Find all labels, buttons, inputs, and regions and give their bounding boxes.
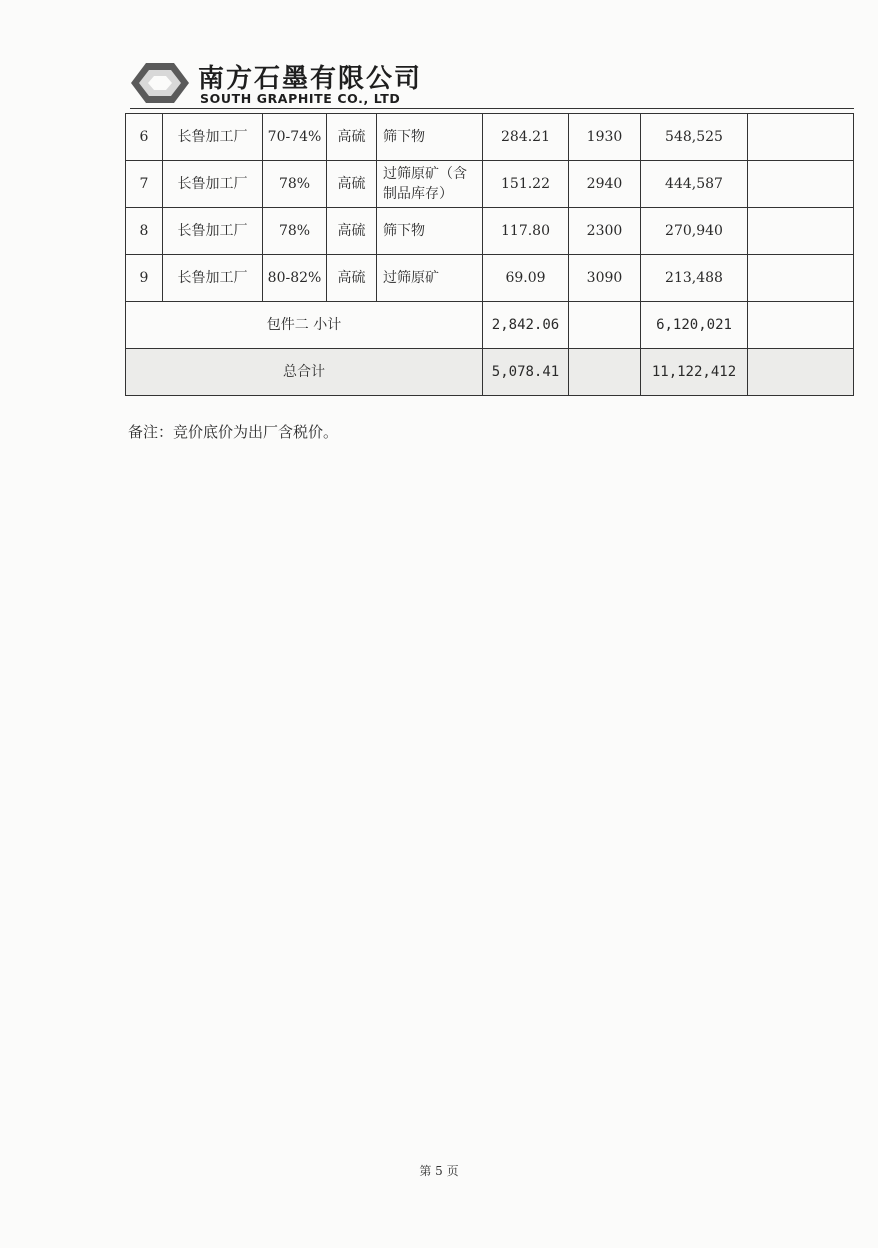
table-row (126, 161, 854, 208)
subtotal-note (748, 302, 854, 349)
row-amount: 270,940 (641, 208, 748, 255)
row-no: 6 (126, 114, 163, 161)
row-qty: 117.80 (483, 208, 569, 255)
total-price (569, 349, 641, 396)
table-row (126, 208, 854, 255)
row-price: 2940 (569, 161, 641, 208)
row-sulfur: 高硫 (327, 114, 377, 161)
row-grade: 78% (263, 208, 327, 255)
row-product: 过筛原矿（含制品库存） (377, 161, 483, 208)
row-no: 9 (126, 255, 163, 302)
row-plant: 长鲁加工厂 (163, 161, 263, 208)
row-sulfur: 高硫 (327, 161, 377, 208)
row-note (748, 255, 854, 302)
row-sulfur: 高硫 (327, 255, 377, 302)
company-logo-icon (130, 62, 190, 104)
row-no: 7 (126, 161, 163, 208)
letterhead (130, 60, 854, 110)
row-qty: 284.21 (483, 114, 569, 161)
row-amount: 548,525 (641, 114, 748, 161)
row-product: 过筛原矿 (377, 255, 483, 302)
row-note (748, 161, 854, 208)
total-amount: 11,122,412 (641, 349, 748, 396)
header-rule (130, 108, 854, 109)
row-amount: 213,488 (641, 255, 748, 302)
subtotal-price (569, 302, 641, 349)
row-amount: 444,587 (641, 161, 748, 208)
row-note (748, 114, 854, 161)
remark-note: 备注：竞价底价为出厂含税价。 (128, 423, 339, 441)
row-product: 筛下物 (377, 114, 483, 161)
subtotal-label: 包件二 小计 (126, 302, 483, 349)
page-number: 第 5 页 (419, 1164, 459, 1178)
row-note (748, 208, 854, 255)
total-qty: 5,078.41 (483, 349, 569, 396)
row-product: 筛下物 (377, 208, 483, 255)
row-grade: 80-82% (263, 255, 327, 302)
row-grade: 70-74% (263, 114, 327, 161)
row-qty: 151.22 (483, 161, 569, 208)
row-plant: 长鲁加工厂 (163, 208, 263, 255)
row-grade: 78% (263, 161, 327, 208)
total-note (748, 349, 854, 396)
subtotal-amount: 6,120,021 (641, 302, 748, 349)
row-sulfur: 高硫 (327, 208, 377, 255)
row-plant: 长鲁加工厂 (163, 255, 263, 302)
total-label: 总合计 (126, 349, 483, 396)
row-price: 3090 (569, 255, 641, 302)
table-row (126, 255, 854, 302)
subtotal-row (126, 302, 854, 349)
row-plant: 长鲁加工厂 (163, 114, 263, 161)
company-name-en: SOUTH GRAPHITE CO., LTD (200, 91, 401, 106)
subtotal-qty: 2,842.06 (483, 302, 569, 349)
row-price: 1930 (569, 114, 641, 161)
row-price: 2300 (569, 208, 641, 255)
price-table (125, 113, 854, 396)
row-no: 8 (126, 208, 163, 255)
table-row (126, 114, 854, 161)
row-qty: 69.09 (483, 255, 569, 302)
company-name-cn: 南方石墨有限公司 (198, 64, 423, 94)
total-row (126, 349, 854, 396)
